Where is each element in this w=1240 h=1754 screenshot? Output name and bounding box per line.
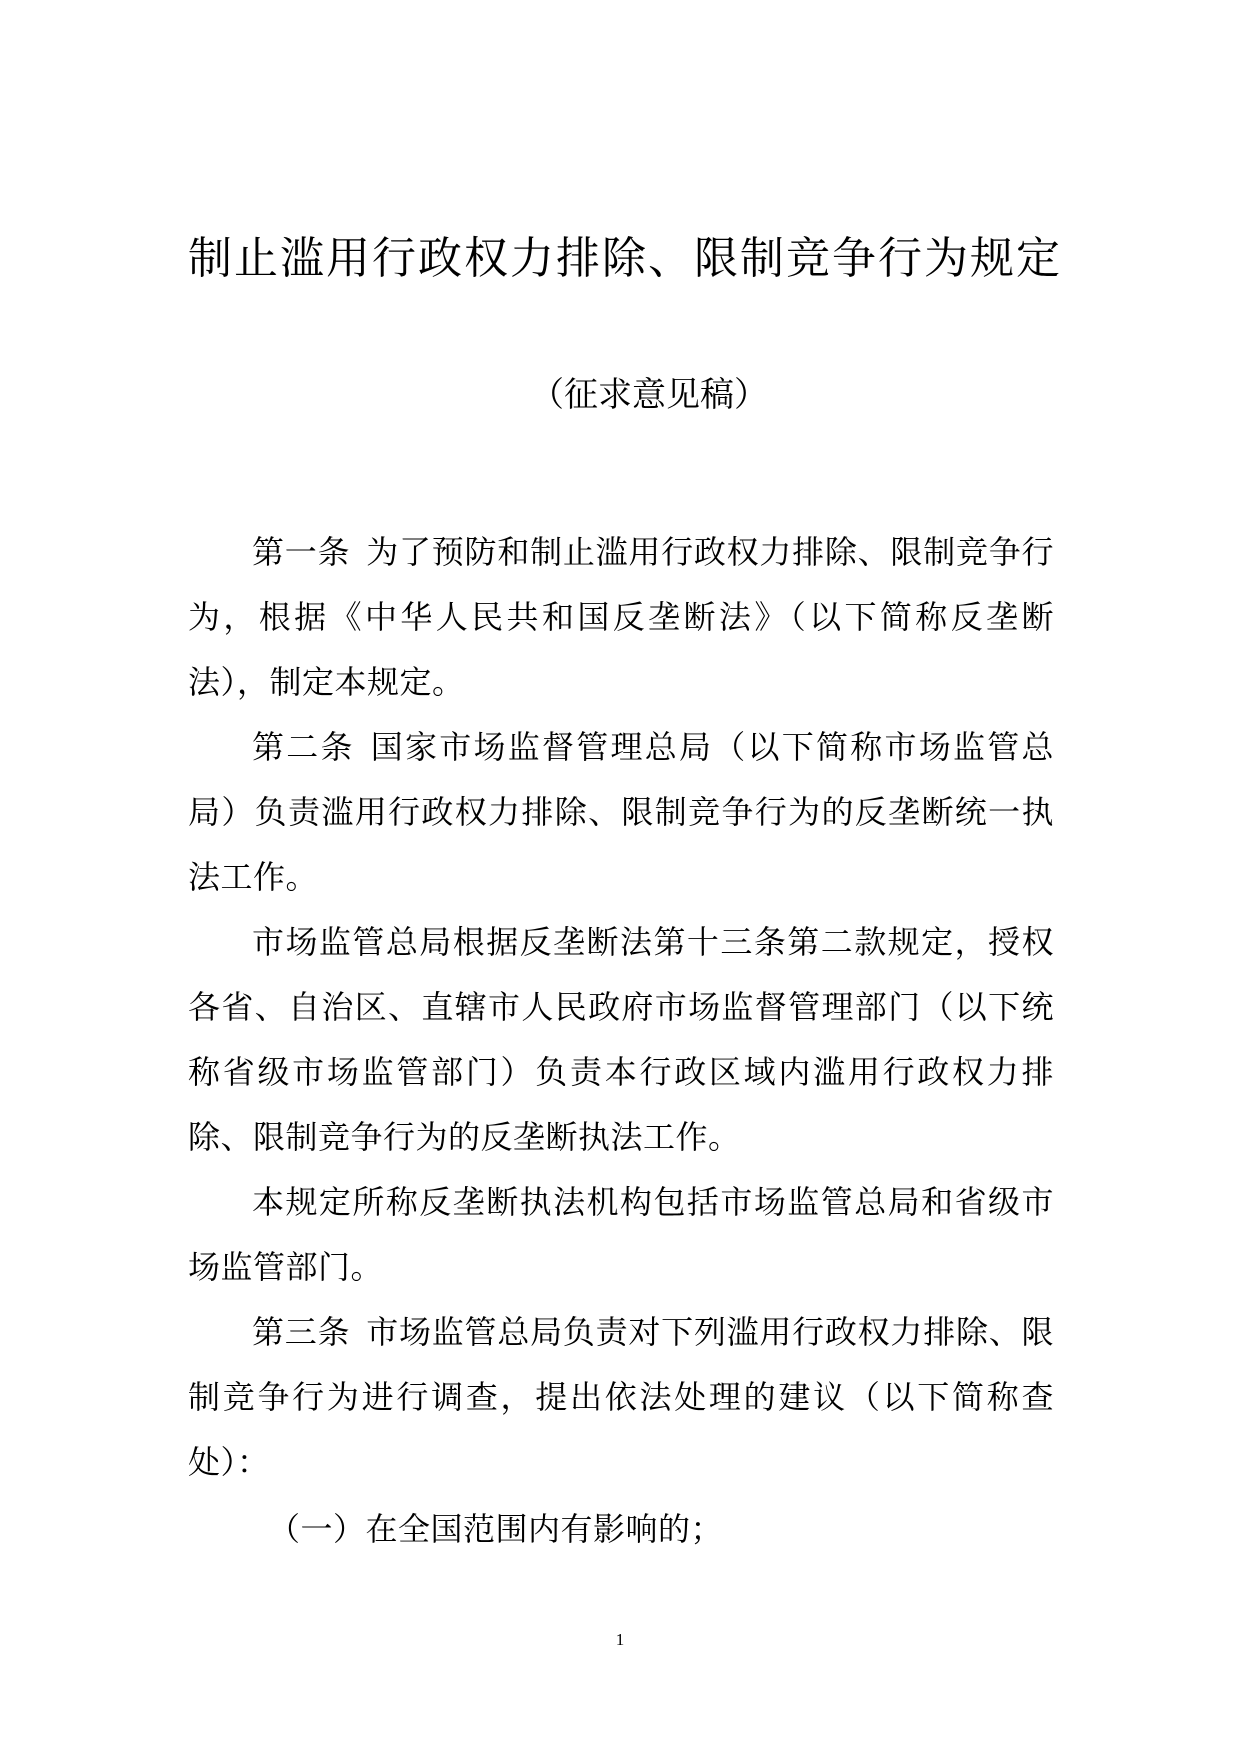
page-number: 1 — [615, 1630, 625, 1649]
article-text: 本规定所称反垄断执法机构包括市场监管总局和省级市场监管部门。 — [188, 1183, 1054, 1286]
list-item: （一）在全国范围内有影响的； — [268, 1510, 724, 1548]
article-paragraph — [188, 520, 1054, 715]
document-title: 制止滥用行政权力排除、限制竞争行为规定 — [188, 233, 1062, 284]
article-paragraph — [188, 1170, 1054, 1300]
article-paragraph — [188, 1300, 1054, 1495]
article-text: 市场监管总局负责对下列滥用行政权力排除、限制竞争行为进行调查，提出依法处理的建议（以下简称查处）： — [188, 1313, 1054, 1481]
document-body — [188, 520, 1054, 1562]
article-heading: 第三条 — [252, 1313, 351, 1351]
article-heading: 第二条 — [252, 728, 355, 766]
article-text: 为了预防和制止滥用行政权力排除、限制竞争行为，根据《中华人民共和国反垄断法》（以下简称反垄断法），制定本规定。 — [188, 533, 1054, 701]
document-subtitle: （征求意见稿） — [530, 375, 768, 415]
article-text: 国家市场监督管理总局（以下简称市场监管总局）负责滥用行政权力排除、限制竞争行为的反垄断统一执法工作。 — [188, 728, 1054, 896]
article-paragraph — [188, 910, 1054, 1170]
article-paragraph — [188, 715, 1054, 910]
article-text: 市场监管总局根据反垄断法第十三条第二款规定，授权各省、自治区、直辖市人民政府市场监督管理部门（以下统称省级市场监管部门）负责本行政区域内滥用行政权力排除、限制竞争行为的反垄断执法工作。 — [188, 923, 1054, 1156]
article-heading: 第一条 — [252, 533, 351, 571]
